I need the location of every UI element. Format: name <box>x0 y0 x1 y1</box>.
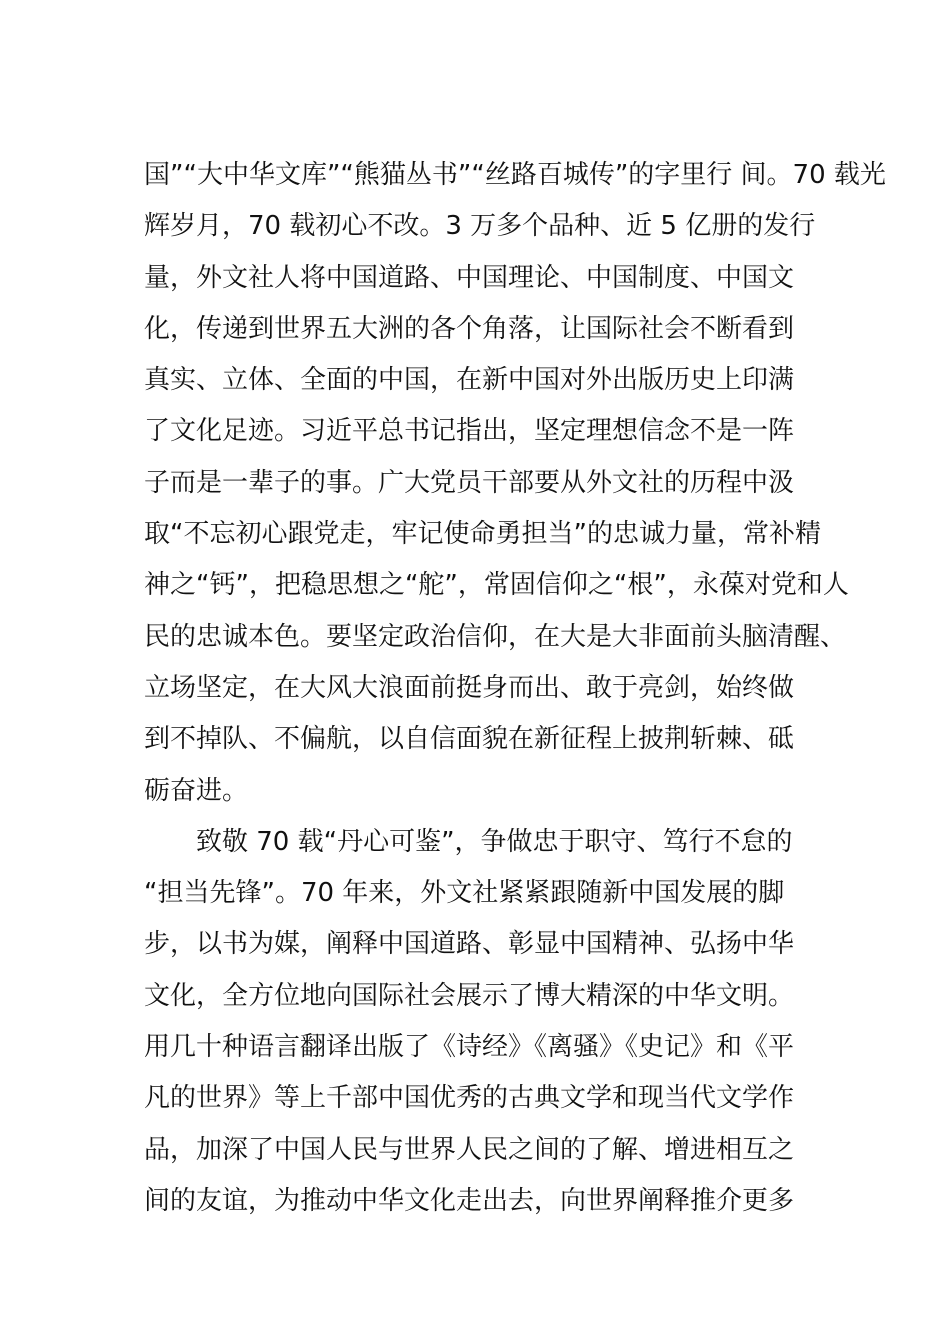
text-line: 取“不忘初心跟党走，牢记使命勇担当”的忠诚力量，常补精 <box>144 519 821 550</box>
paragraph <box>144 150 886 817</box>
text-line: 到不掉队、不偏航，以自信面貌在新征程上披荆斩棘、砥 <box>144 724 795 755</box>
text-line: 国”“大中华文库”“熊猫丛书”“丝路百城传”的字里行 间。70 载光 <box>144 160 886 190</box>
text-line: 真实、立体、全面的中国，在新中国对外出版历史上印满 <box>144 365 795 396</box>
text-line: 文化，全方位地向国际社会展示了博大精深的中华文明。 <box>144 980 795 1011</box>
text-line: 辉岁月，70 载初心不改。3 万多个品种、近 5 亿册的发行 <box>144 211 816 242</box>
text-line: 民的忠诚本色。要坚定政治信仰，在大是大非面前头脑清醒、 <box>144 621 847 652</box>
text-line: “担当先锋”。70 年来，外文社紧紧跟随新中国发展的脚 <box>144 878 785 909</box>
text-line: 了文化足迹。习近平总书记指出，坚定理想信念不是一阵 <box>144 416 795 447</box>
text-line: 凡的世界》等上千部中国优秀的古典文学和现当代文学作 <box>144 1083 795 1114</box>
document-body <box>144 150 886 1227</box>
text-line: 间的友谊，为推动中华文化走出去，向世界阐释推介更多 <box>144 1185 795 1216</box>
text-line: 品，加深了中国人民与世界人民之间的了解、增进相互之 <box>144 1134 795 1165</box>
text-line: 致敬 70 载“丹心可鉴”，争做忠于职守、笃行不怠的 <box>196 826 793 857</box>
text-line: 子而是一辈子的事。广大党员干部要从外文社的历程中汲 <box>144 467 795 498</box>
text-line: 砺奋进。 <box>144 775 249 806</box>
text-line: 量，外文社人将中国道路、中国理论、中国制度、中国文 <box>144 262 795 293</box>
text-line: 化，传递到世界五大洲的各个角落，让国际社会不断看到 <box>144 313 795 344</box>
text-line: 神之“钙”，把稳思想之“舵”，常固信仰之“根”，永葆对党和人 <box>144 570 849 601</box>
text-line: 立场坚定，在大风大浪面前挺身而出、敢于亮剑，始终做 <box>144 672 795 703</box>
text-line: 步，以书为媒，阐释中国道路、彰显中国精神、弘扬中华 <box>144 929 795 960</box>
paragraph <box>144 817 814 1227</box>
text-line: 用几十种语言翻译出版了《诗经》《离骚》《史记》和《平 <box>144 1032 795 1063</box>
